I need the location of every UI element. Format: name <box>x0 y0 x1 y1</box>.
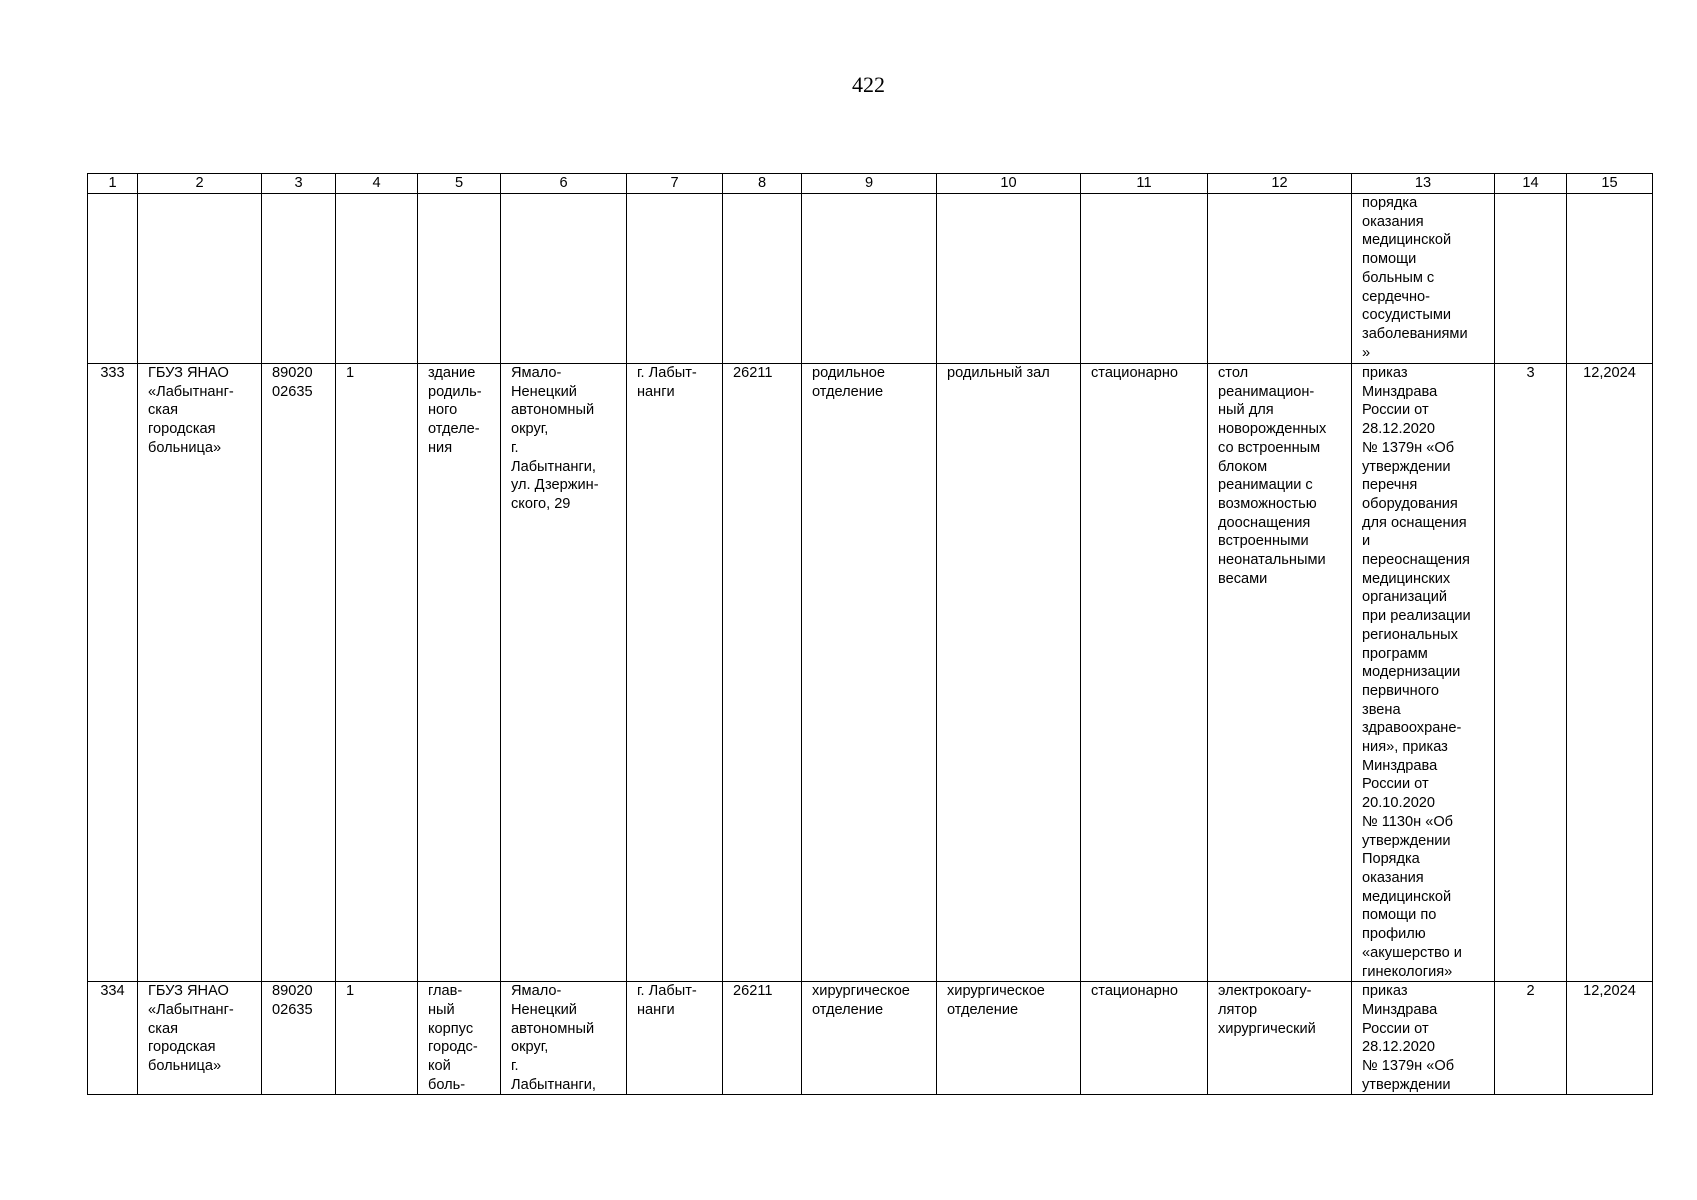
city-cell: г. Лабыт- нанги <box>627 364 723 982</box>
column-number: 2 <box>138 174 262 194</box>
column-number: 9 <box>802 174 937 194</box>
count-cell: 1 <box>336 364 418 982</box>
column-number: 5 <box>418 174 501 194</box>
quantity-cell: 3 <box>1495 364 1567 982</box>
table-row <box>88 194 1653 364</box>
department-cell: родильное отделение <box>802 364 937 982</box>
building-cell: здание родиль- ного отделе- ния <box>418 364 501 982</box>
address-cell: Ямало- Ненецкий автономный округ, г. Лабытнанги, <box>501 982 627 1095</box>
oktmo-cell: 26211 <box>723 982 802 1095</box>
column-number: 1 <box>88 174 138 194</box>
row-number: 333 <box>88 364 138 982</box>
column-number: 10 <box>937 174 1081 194</box>
city-cell <box>627 194 723 364</box>
deadline-cell: 12,2024 <box>1567 982 1653 1095</box>
table-row <box>88 982 1653 1095</box>
regulation-cell: приказ Минздрава России от 28.12.2020 № 1379н «Об утверждении <box>1352 982 1495 1095</box>
count-cell <box>336 194 418 364</box>
equipment-cell: стол реанимацион- ный для новорожденных со встроенным блоком реанимации с возможностью дооснащения встроенными неонатальными весами <box>1208 364 1352 982</box>
building-cell <box>418 194 501 364</box>
equipment-cell: электрокоагу- лятор хирургический <box>1208 982 1352 1095</box>
quantity-cell: 2 <box>1495 982 1567 1095</box>
page-number: 422 <box>852 72 885 97</box>
oktmo-cell <box>723 194 802 364</box>
row-number: 334 <box>88 982 138 1095</box>
equipment-cell <box>1208 194 1352 364</box>
department-cell: хирургическое отделение <box>802 982 937 1095</box>
deadline-cell <box>1567 194 1653 364</box>
column-number: 12 <box>1208 174 1352 194</box>
table-row <box>88 364 1653 982</box>
column-number: 3 <box>262 174 336 194</box>
unit-cell <box>937 194 1081 364</box>
organization-cell: ГБУЗ ЯНАО «Лабытнанг- ская городская больница» <box>138 982 262 1095</box>
column-number: 4 <box>336 174 418 194</box>
regulation-cell: приказ Минздрава России от 28.12.2020 № 1379н «Об утверждении перечня оборудования для оснащения и переоснащения медицинских организаций при реализации региональных программ модернизации первичного звена здравоохране- ния», приказ Минздрава России от 20.10.2020 № 1130н «Об утверждении Порядка оказания медицинской помощи по профилю «акушерство и гинекология» <box>1352 364 1495 982</box>
code-cell <box>262 194 336 364</box>
oktmo-cell: 26211 <box>723 364 802 982</box>
department-cell <box>802 194 937 364</box>
count-cell: 1 <box>336 982 418 1095</box>
regulation-cell: порядка оказания медицинской помощи больным с сердечно- сосудистыми заболеваниями » <box>1352 194 1495 364</box>
care-type-cell: стационарно <box>1081 364 1208 982</box>
column-number: 11 <box>1081 174 1208 194</box>
code-cell: 89020 02635 <box>262 364 336 982</box>
care-type-cell <box>1081 194 1208 364</box>
organization-cell <box>138 194 262 364</box>
column-number-row <box>88 174 1653 194</box>
unit-cell: родильный зал <box>937 364 1081 982</box>
code-cell: 89020 02635 <box>262 982 336 1095</box>
address-cell: Ямало- Ненецкий автономный округ, г. Лабытнанги, ул. Дзержин- ского, 29 <box>501 364 627 982</box>
unit-cell: хирургическое отделение <box>937 982 1081 1095</box>
organization-cell: ГБУЗ ЯНАО «Лабытнанг- ская городская больница» <box>138 364 262 982</box>
column-number: 8 <box>723 174 802 194</box>
deadline-cell: 12,2024 <box>1567 364 1653 982</box>
column-number: 15 <box>1567 174 1653 194</box>
column-number: 13 <box>1352 174 1495 194</box>
equipment-table <box>87 173 1653 1095</box>
city-cell: г. Лабыт- нанги <box>627 982 723 1095</box>
care-type-cell: стационарно <box>1081 982 1208 1095</box>
building-cell: глав- ный корпус городс- кой боль- <box>418 982 501 1095</box>
column-number: 14 <box>1495 174 1567 194</box>
row-number <box>88 194 138 364</box>
quantity-cell <box>1495 194 1567 364</box>
address-cell <box>501 194 627 364</box>
column-number: 6 <box>501 174 627 194</box>
column-number: 7 <box>627 174 723 194</box>
